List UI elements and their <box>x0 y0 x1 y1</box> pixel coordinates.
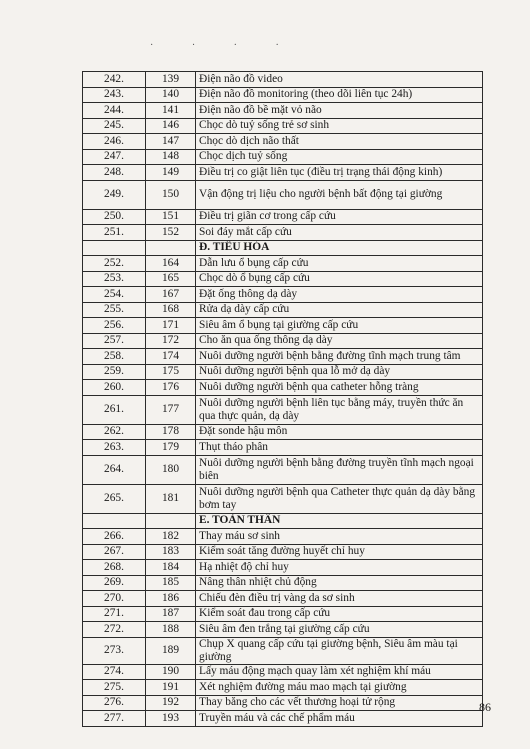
procedure-name-cell: Thụt tháo phân <box>196 440 483 456</box>
procedure-name-cell: Chọc dò tuỷ sống trẻ sơ sinh <box>196 118 483 134</box>
procedure-code-cell: 168 <box>146 302 196 318</box>
procedure-name-cell: Chọc dò dịch não thất <box>196 134 483 150</box>
procedure-code-cell: 189 <box>146 637 196 664</box>
row-number-cell: 270. <box>83 591 146 607</box>
procedure-name-cell: Điện não đồ monitoring (theo dõi liên tục 24h) <box>196 87 483 103</box>
table-row <box>83 87 483 103</box>
procedure-code-cell: 180 <box>146 455 196 484</box>
procedure-code-cell: 171 <box>146 318 196 334</box>
procedure-name-cell: Dẫn lưu ổ bụng cấp cứu <box>196 256 483 272</box>
procedure-name-cell: Nuôi dưỡng người bệnh bằng đường tĩnh mạch trung tâm <box>196 349 483 365</box>
row-number-cell: 249. <box>83 180 146 209</box>
procedure-code-cell: 187 <box>146 606 196 622</box>
table-row <box>83 318 483 334</box>
table-row <box>83 165 483 181</box>
table-row <box>83 287 483 303</box>
procedure-name-cell: Soi đáy mắt cấp cứu <box>196 225 483 241</box>
procedure-code-cell: 167 <box>146 287 196 303</box>
row-number-cell: 261. <box>83 395 146 424</box>
row-number-cell: 267. <box>83 544 146 560</box>
row-number-cell: 250. <box>83 209 146 225</box>
procedure-code-cell: 192 <box>146 695 196 711</box>
procedure-code-cell: 148 <box>146 149 196 165</box>
procedure-name-cell: Đặt ống thông dạ dày <box>196 287 483 303</box>
row-number-cell <box>83 240 146 256</box>
row-number-cell: 263. <box>83 440 146 456</box>
row-number-cell <box>83 513 146 529</box>
table-row <box>83 591 483 607</box>
procedure-name-cell: Rửa dạ dày cấp cứu <box>196 302 483 318</box>
row-number-cell: 276. <box>83 695 146 711</box>
table-row <box>83 349 483 365</box>
row-number-cell: 268. <box>83 560 146 576</box>
row-number-cell: 266. <box>83 529 146 545</box>
row-number-cell: 260. <box>83 380 146 396</box>
procedure-code-cell: 178 <box>146 424 196 440</box>
table-row <box>83 180 483 209</box>
row-number-cell: 244. <box>83 103 146 119</box>
procedure-name-cell: Siêu âm ổ bụng tại giường cấp cứu <box>196 318 483 334</box>
row-number-cell: 265. <box>83 484 146 513</box>
procedure-name-cell: Điều trị giãn cơ trong cấp cứu <box>196 209 483 225</box>
row-number-cell: 253. <box>83 271 146 287</box>
procedure-code-cell: 181 <box>146 484 196 513</box>
row-number-cell: 262. <box>83 424 146 440</box>
table-row <box>83 544 483 560</box>
row-number-cell: 243. <box>83 87 146 103</box>
procedure-name-cell: Điều trị co giật liên tục (điều trị trạng thái động kinh) <box>196 165 483 181</box>
procedure-name-cell: Nuôi dưỡng người bệnh qua catheter hỗng tràng <box>196 380 483 396</box>
table-row <box>83 333 483 349</box>
row-number-cell: 251. <box>83 225 146 241</box>
procedure-name-cell: Nuôi dưỡng người bệnh qua Catheter thực quản dạ dày bằng bơm tay <box>196 484 483 513</box>
procedure-name-cell: Chọc dịch tuỷ sống <box>196 149 483 165</box>
procedure-code-cell: 193 <box>146 711 196 727</box>
table-row <box>83 118 483 134</box>
page-number: 86 <box>479 700 491 714</box>
procedure-code-cell: 147 <box>146 134 196 150</box>
procedure-code-cell: 183 <box>146 544 196 560</box>
procedure-name-cell: Siêu âm đen trắng tại giường cấp cứu <box>196 622 483 638</box>
procedure-code-cell: 185 <box>146 575 196 591</box>
row-number-cell: 256. <box>83 318 146 334</box>
table-row <box>83 529 483 545</box>
row-number-cell: 247. <box>83 149 146 165</box>
table-row <box>83 364 483 380</box>
procedure-name-cell: Cho ăn qua ống thông dạ dày <box>196 333 483 349</box>
row-number-cell: 272. <box>83 622 146 638</box>
procedure-code-cell <box>146 513 196 529</box>
row-number-cell: 246. <box>83 134 146 150</box>
table-row <box>83 256 483 272</box>
row-number-cell: 274. <box>83 664 146 680</box>
procedure-code-cell: 150 <box>146 180 196 209</box>
table-row <box>83 395 483 424</box>
procedure-code-cell: 177 <box>146 395 196 424</box>
procedure-code-cell: 146 <box>146 118 196 134</box>
procedure-name-cell: Điện não đồ video <box>196 72 483 88</box>
table-row <box>83 711 483 727</box>
table-row <box>83 424 483 440</box>
table-row <box>83 225 483 241</box>
procedure-name-cell: Thay băng cho các vết thương hoại tử rộng <box>196 695 483 711</box>
procedure-code-cell: 174 <box>146 349 196 365</box>
procedure-name-cell: Chọc dò ổ bụng cấp cứu <box>196 271 483 287</box>
procedure-name-cell: Truyền máu và các chế phẩm máu <box>196 711 483 727</box>
table-row <box>83 209 483 225</box>
section-header-row <box>83 240 483 256</box>
row-number-cell: 257. <box>83 333 146 349</box>
table-row <box>83 664 483 680</box>
procedure-name-cell: Nuôi dưỡng người bệnh bằng đường truyền tĩnh mạch ngoại biên <box>196 455 483 484</box>
procedure-code-cell: 191 <box>146 680 196 696</box>
procedure-name-cell: Chụp X quang cấp cứu tại giường bệnh, Siêu âm màu tại giường <box>196 637 483 664</box>
table-row <box>83 455 483 484</box>
table-row <box>83 149 483 165</box>
row-number-cell: 245. <box>83 118 146 134</box>
procedure-name-cell: Đ. TIÊU HÓA <box>196 240 483 256</box>
procedure-name-cell: Thay máu sơ sinh <box>196 529 483 545</box>
procedure-name-cell: Hạ nhiệt độ chỉ huy <box>196 560 483 576</box>
procedure-code-cell: 188 <box>146 622 196 638</box>
table-row <box>83 302 483 318</box>
row-number-cell: 255. <box>83 302 146 318</box>
table-row <box>83 134 483 150</box>
procedure-name-cell: Xét nghiệm đường máu mao mạch tại giường <box>196 680 483 696</box>
row-number-cell: 242. <box>83 72 146 88</box>
procedure-name-cell: Điện não đồ bề mặt vỏ não <box>196 103 483 119</box>
row-number-cell: 271. <box>83 606 146 622</box>
procedure-table <box>82 71 483 727</box>
table-row <box>83 622 483 638</box>
procedure-code-cell: 165 <box>146 271 196 287</box>
row-number-cell: 273. <box>83 637 146 664</box>
procedure-code-cell: 176 <box>146 380 196 396</box>
row-number-cell: 269. <box>83 575 146 591</box>
procedure-name-cell: E. TOÀN THÂN <box>196 513 483 529</box>
procedure-code-cell: 149 <box>146 165 196 181</box>
procedure-name-cell: Chiếu đèn điều trị vàng da sơ sinh <box>196 591 483 607</box>
table-row <box>83 680 483 696</box>
procedure-code-cell <box>146 240 196 256</box>
row-number-cell: 258. <box>83 349 146 365</box>
row-number-cell: 254. <box>83 287 146 303</box>
procedure-code-cell: 182 <box>146 529 196 545</box>
procedure-code-cell: 172 <box>146 333 196 349</box>
table-row <box>83 440 483 456</box>
row-number-cell: 277. <box>83 711 146 727</box>
procedure-table-body <box>83 72 483 727</box>
table-row <box>83 575 483 591</box>
row-number-cell: 259. <box>83 364 146 380</box>
procedure-code-cell: 175 <box>146 364 196 380</box>
procedure-code-cell: 190 <box>146 664 196 680</box>
procedure-name-cell: Kiểm soát đau trong cấp cứu <box>196 606 483 622</box>
table-row <box>83 484 483 513</box>
section-header-row <box>83 513 483 529</box>
procedure-code-cell: 139 <box>146 72 196 88</box>
procedure-name-cell: Nâng thân nhiệt chủ động <box>196 575 483 591</box>
table-row <box>83 606 483 622</box>
procedure-name-cell: Đặt sonde hậu môn <box>196 424 483 440</box>
procedure-name-cell: Lấy máu động mạch quay làm xét nghiệm khí máu <box>196 664 483 680</box>
procedure-name-cell: Kiểm soát tăng đường huyết chỉ huy <box>196 544 483 560</box>
table-row <box>83 560 483 576</box>
procedure-code-cell: 140 <box>146 87 196 103</box>
row-number-cell: 275. <box>83 680 146 696</box>
table-row <box>83 380 483 396</box>
table-row <box>83 695 483 711</box>
table-row <box>83 637 483 664</box>
procedure-code-cell: 186 <box>146 591 196 607</box>
procedure-name-cell: Nuôi dưỡng người bệnh qua lỗ mở dạ dày <box>196 364 483 380</box>
procedure-code-cell: 184 <box>146 560 196 576</box>
table-row <box>83 72 483 88</box>
procedure-name-cell: Nuôi dưỡng người bệnh liên tục bằng máy, truyền thức ăn qua thực quản, dạ dày <box>196 395 483 424</box>
row-number-cell: 252. <box>83 256 146 272</box>
procedure-code-cell: 151 <box>146 209 196 225</box>
procedure-code-cell: 164 <box>146 256 196 272</box>
table-row <box>83 103 483 119</box>
row-number-cell: 264. <box>83 455 146 484</box>
scan-specks: · · · · <box>150 40 297 51</box>
row-number-cell: 248. <box>83 165 146 181</box>
procedure-name-cell: Vận động trị liệu cho người bệnh bất động tại giường <box>196 180 483 209</box>
table-row <box>83 271 483 287</box>
procedure-code-cell: 141 <box>146 103 196 119</box>
procedure-code-cell: 152 <box>146 225 196 241</box>
procedure-code-cell: 179 <box>146 440 196 456</box>
